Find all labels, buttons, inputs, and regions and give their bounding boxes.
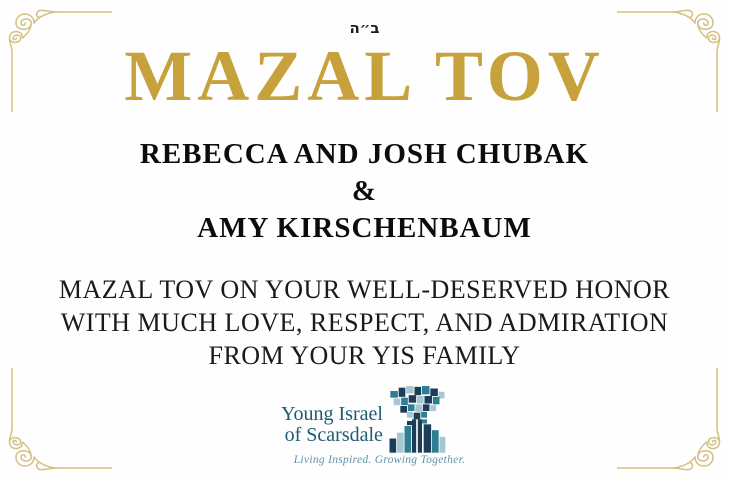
message-line-1: MAZAL TOV ON YOUR WELL-DESERVED HONOR (58, 275, 671, 304)
page-title: MAZAL TOV (124, 36, 605, 116)
org-tagline: Living Inspired. Growing Together. (293, 454, 466, 466)
org-name-line-2: of Scarsdale (284, 424, 383, 446)
yis-tree-icon (386, 386, 448, 456)
org-name-line-1: Young Israel (281, 403, 383, 425)
honoree-ampersand: & (351, 175, 378, 207)
honorees-block (0, 136, 729, 247)
message-line-2: WITH MUCH LOVE, RESPECT, AND ADMIRATION (60, 308, 669, 337)
org-name (281, 404, 383, 456)
message-line-3: FROM YOUR YIS FAMILY (208, 341, 521, 370)
message-block (0, 273, 729, 372)
yis-logo (0, 386, 729, 467)
honoree-line-2: AMY KIRSCHENBAUM (197, 212, 532, 244)
honoree-line-1: REBECCA AND JOSH CHUBAK (139, 138, 590, 170)
bh-hebrew-text: ב״ה (349, 19, 380, 37)
